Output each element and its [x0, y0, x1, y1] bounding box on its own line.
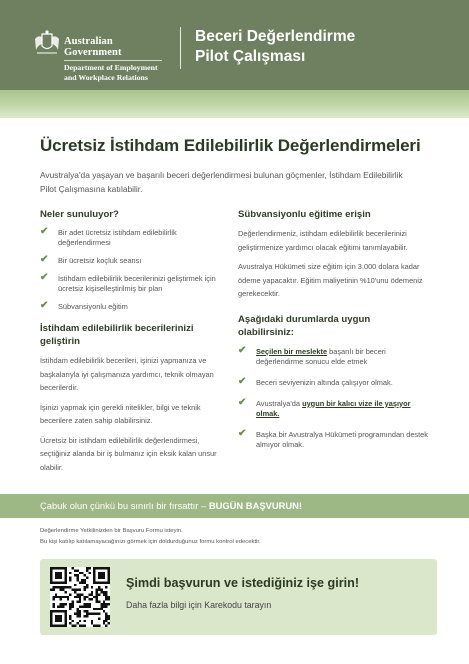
check-icon: ✔: [40, 226, 49, 237]
program-title-line-2: Pilot Çalışması: [195, 48, 306, 65]
eligibility-item-4: Başka bir Avustralya Hükümeti programından destek almıyor olmak.: [256, 429, 428, 449]
eligibility-item-3-bold: uygun bir kalıcı vize ile yaşıyor olmak.: [256, 398, 411, 418]
develop-paragraph-3: Ücretsiz bir istihdam edilebilirlik değerlendirmesi, seçtiğiniz alanda bir iş bulmanız için eksik kalan unsur olabilir.: [40, 435, 217, 472]
government-logo-text: [64, 36, 162, 82]
eligibility-item-2: Beceri seviyenizin altında çalışıyor olmak.: [256, 377, 393, 387]
dept-line-1: Department of Employment: [64, 63, 158, 72]
offer-list: [40, 228, 222, 312]
eligibility-item-1-bold: Seçilen bir meslekte: [256, 346, 328, 356]
offer-heading: Neler sunuluyor?: [40, 209, 119, 220]
cta-text-bold: BUGÜN BAŞVURUN!: [208, 500, 303, 511]
cta-text-main: Çabuk olun çünkü bu sınırlı bir fırsattır –: [40, 500, 209, 511]
list-item: [238, 396, 434, 419]
eligibility-heading: [238, 313, 434, 339]
check-icon: ✔: [238, 344, 247, 356]
header-gradient-band: [0, 90, 469, 118]
check-icon: ✔: [238, 375, 247, 387]
apply-box: [40, 559, 437, 635]
check-icon: ✔: [40, 300, 49, 311]
eligibility-item-1-rest: başarılı bir beceri değerlendirme sonucu elde etmek: [256, 346, 386, 366]
list-item: [40, 256, 222, 266]
list-item: [40, 302, 222, 312]
eligibility-item-3-pre: Avustralya'da: [256, 398, 303, 408]
develop-paragraph-2: İşinizi yapmak için gerekli nitelikler, bilgi ve teknik becerilere zaten sahip olabilirsiniz.: [40, 402, 201, 425]
develop-heading-line-2: geliştirin: [40, 336, 80, 347]
list-item: [40, 228, 222, 248]
training-heading: Sübvansiyonlu eğitime erişin: [238, 209, 371, 220]
note-line-1: Değerlendirme Yetkilinizden bir Başvuru Formu isteyin.: [40, 528, 183, 534]
eligibility-heading-line-2: olabilirsiniz:: [238, 326, 294, 338]
dept-line-2: and Workplace Relations: [64, 72, 148, 82]
gov-name: Australian Government: [64, 36, 162, 61]
offer-item-4: Sübvansiyonlu eğitim: [58, 302, 128, 311]
cta-banner: [0, 494, 469, 518]
program-title: [195, 27, 355, 67]
apply-title: Şimdi başvurun ve istediğiniz işe girin!: [126, 576, 360, 590]
application-note: [40, 526, 440, 548]
develop-paragraph-1: İstihdam edilebilirlik becerileri, işinizi yapmanıza ve başkalarıyla iyi çalışmanıza yardımcı, teknik olmayan becerilerdir.: [40, 356, 214, 392]
check-icon: ✔: [238, 396, 247, 408]
apply-subtitle: Daha fazla bilgi için Karekodu tarayın: [126, 600, 272, 610]
list-item: [238, 427, 434, 450]
page-title: Ücretsiz İstihdam Edilebilirlik Değerlendirmeleri: [40, 136, 421, 155]
left-column: [40, 208, 222, 474]
list-item: [40, 274, 222, 294]
note-line-2: Bu kişi katılıp katılamayacağınızı görmek için doldurduğunuz formu kontrol edecektir.: [40, 539, 261, 545]
cta-text: [40, 500, 302, 511]
training-paragraph-2: Avustralya Hükümeti size eğitim için 3.000 dolara kadar ödeme yapacaktır. Eğitim maliyetinin %10'unu ödemeniz gerekecektir.: [238, 262, 423, 298]
offer-item-2: Bir ücretsiz koçluk seansı: [58, 256, 142, 265]
eligibility-heading-line-1: Aşağıdaki durumlarda uygun: [238, 313, 371, 325]
develop-heading: [40, 322, 222, 348]
header-divider: [180, 27, 181, 69]
training-paragraph-1: Değerlendirmeniz, istihdam edilebilirlik becerilerinizi geliştirmenize yardımcı olacak eğitimi tanımlayabilir.: [238, 229, 408, 252]
offer-item-1: Bir adet ücretsiz istihdam edilebilirlik değerlendirmesi: [58, 228, 177, 247]
qr-code-graphic: [50, 567, 110, 627]
check-icon: ✔: [40, 272, 49, 283]
program-title-line-1: Beceri Değerlendirme: [195, 28, 356, 45]
check-icon: ✔: [238, 427, 247, 439]
header-banner: [0, 0, 469, 90]
list-item: [238, 375, 434, 388]
offer-item-3: İstihdam edilebilirlik becerilerinizi geliştirmek için ücretsiz kişiselleştirilmiş bir plan: [58, 274, 216, 293]
eligibility-list: [238, 344, 434, 450]
list-item: [238, 344, 434, 367]
develop-heading-line-1: İstihdam edilebilirlik becerilerinizi: [40, 323, 194, 334]
qr-code[interactable]: [50, 567, 110, 627]
check-icon: ✔: [40, 254, 49, 265]
coat-of-arms-icon: [32, 30, 62, 56]
right-column: [238, 208, 434, 461]
intro-text: Avustralya'da yaşayan ve başarılı beceri değerlendirmesi bulunan göçmenler, İstihdam Edilebilirlik Pilot Çalışmasına katılabilir.: [40, 170, 403, 194]
